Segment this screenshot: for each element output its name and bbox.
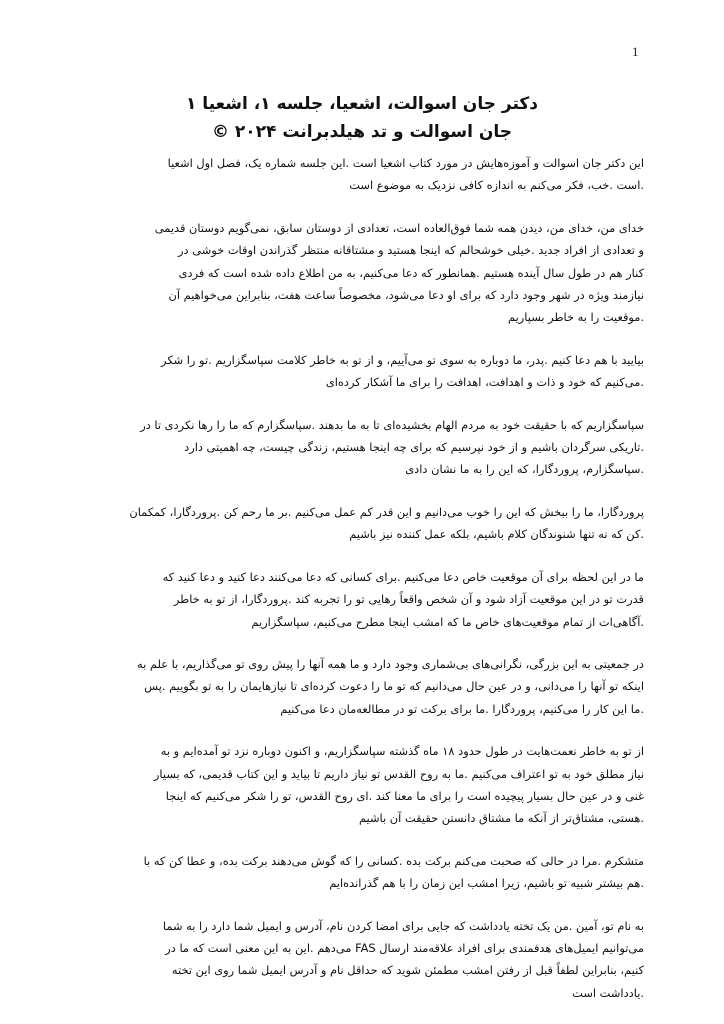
paragraph-line: .است .خب، فکر می‌کنم به اندازه کافی نزدیک به موضوع است xyxy=(349,178,644,193)
paragraph-line: .هم بیشتر شبیه تو باشیم، زیرا امشب این زمان را با هم گذرانده‌ایم xyxy=(329,876,644,891)
paragraph-line: پروردگارا، ما را ببخش که این را خوب می‌دانیم و این قدر کم عمل می‌کنیم .بر ما رحم کن .پروردگارا، کمکمان xyxy=(129,504,644,519)
paragraph-line: سپاسگزاریم که با حقیقت خود به مردم الهام بخشیده‌ای تا به ما بدهند .سپاسگزارم که ما را رها نکردی تا در xyxy=(140,417,644,432)
paragraph xyxy=(80,349,644,394)
paragraph-line: نیازمند ویژه در شهر وجود دارد که برای او دعا می‌شود، مخصوصاً ساعت هفت، بنابراین می‌خواهیم آن xyxy=(168,288,644,303)
paragraph xyxy=(80,850,644,895)
paragraph-line: .تاریکی سرگردان باشیم و از خود نپرسیم که برای چه اینجا هستیم، زندگی چیست، چه اهمیتی دارد xyxy=(184,440,644,455)
paragraph xyxy=(80,740,644,830)
paragraph-line: غنی و در عین حال بسیار پیچیده است را برای ما معنا کند .ای روح القدس، تو را شکر می‌کنیم که اینجا xyxy=(165,788,644,803)
paragraph-line: .یادداشت است xyxy=(572,985,644,1000)
paragraph-line: کنیم، بنابراین لطفاً قبل از رفتن امشب مطمئن شوید که حداقل نام و آدرس ایمیل شما روی این تخته xyxy=(171,963,644,978)
page-number: 1 xyxy=(632,44,639,59)
paragraph xyxy=(80,217,644,329)
paragraph-line: .می‌کنیم که خود و ذات و اهدافت، اهدافت را برای ما آشکار کرده‌ای xyxy=(325,375,644,390)
paragraph-line: .سپاسگزارم، پروردگارا، که این را به ما نشان دادی xyxy=(405,462,644,477)
paragraph xyxy=(80,152,644,197)
paragraph-line: .آگاهی‌ات از تمام موقعیت‌های خاص ما که امشب اینجا مطرح می‌کنیم، سپاسگزاریم xyxy=(251,614,644,629)
paragraph-line: و تعدادی از افراد جدید .خیلی خوشحالم که اینجا هستید و مشتاقانه منتظر گذراندن اوقات خوشی در xyxy=(178,243,644,258)
paragraph-line: از تو به خاطر نعمت‌هایت در طول حدود ۱۸ ماه گذشته سپاسگزاریم، و اکنون دوباره نزد تو آمده‌ایم و به xyxy=(160,744,644,759)
document-title xyxy=(80,90,644,146)
paragraph xyxy=(80,915,644,1005)
paragraph-line: ما در این لحظه برای آن موقعیت خاص دعا می‌کنیم .برای کسانی که دعا می‌کنند دعا کنید و دعا کنید که xyxy=(162,569,644,584)
paragraph-line: بیایید با هم دعا کنیم .پدر، ما دوباره به سوی تو می‌آییم، و از تو به خاطر کلامت سپاسگزاریم .تو را شکر xyxy=(161,352,644,367)
paragraph-line: می‌توانیم ایمیل‌های هدفمندی برای افراد علاقه‌مند ارسال FAS می‌دهم .این به این معنی است که ما در xyxy=(165,940,644,955)
paragraph-line: .هستی، مشتاق‌تر از آنکه ما مشتاق دانستن حقیقت آن باشیم xyxy=(358,811,644,826)
paragraph-line: قدرت تو در این موقعیت آزاد شود و آن شخص واقعاً رهایی تو را تجربه کند .پروردگارا، از تو به خاطر xyxy=(173,592,644,607)
paragraph-line: اینکه تو آنها را می‌دانی، و در عین حال می‌دانیم که تو ما را دعوت کرده‌ای تا نیازهایمان را به تو بگوییم .پس xyxy=(144,679,644,694)
paragraph xyxy=(80,566,644,633)
paragraph-line: در جمعیتی به این بزرگی، نگرانی‌های بی‌شماری وجود دارد و ما همه آنها را پیش روی تو می‌گذاریم، با علم به xyxy=(136,656,644,671)
paragraph xyxy=(80,414,644,481)
paragraph-line: متشکرم .مرا در حالی که صحبت می‌کنم برکت بده .کسانی را که گوش می‌دهند برکت بده، و عطا کن که با xyxy=(143,853,644,868)
paragraph xyxy=(80,653,644,720)
paragraph-line: نیاز مطلق خود به تو اعتراف می‌کنیم .ما به روح القدس تو نیاز داریم تا بیاید و این کتاب قدیمی، که بسیار xyxy=(153,766,644,781)
paragraph-line: .موقعیت را به خاطر بسپاریم xyxy=(508,310,644,325)
paragraph-line: به نام تو، آمین .من یک تخته یادداشت که جایی برای امضا کردن نام، آدرس و ایمیل شما دارد را به شما xyxy=(162,918,644,933)
paragraph-line: .کن که نه تنها شنوندگان کلام باشیم، بلکه عمل کننده نیز باشیم xyxy=(349,527,644,542)
paragraph xyxy=(80,501,644,546)
paragraph-line: خدای من، خدای من، دیدن همه شما فوق‌العاده است، تعدادی از دوستان سابق، نمی‌گویم دوستان قدیمی xyxy=(154,220,644,235)
title-line-2: جان اسوالت و تد هیلدبرانت ۲۰۲۴ © xyxy=(211,122,512,142)
paragraph-line: این دکتر جان اسوالت و آموزه‌هایش در مورد کتاب اشعیا است .این جلسه شماره یک، فصل اول اشعیا xyxy=(167,156,644,170)
paragraph-line: کنار هم در طول سال آینده هستیم .همانطور که دعا می‌کنیم، به من اطلاع داده شده است که فردی xyxy=(178,265,644,280)
paragraph-line: .ما این کار را می‌کنیم، پروردگارا .ما برای برکت تو در مطالعه‌مان دعا می‌کنیم xyxy=(280,701,644,716)
document-body xyxy=(80,152,644,1024)
title-line-1: دکتر جان اسوالت، اشعیا، جلسه ۱، اشعیا ۱ xyxy=(186,94,538,114)
